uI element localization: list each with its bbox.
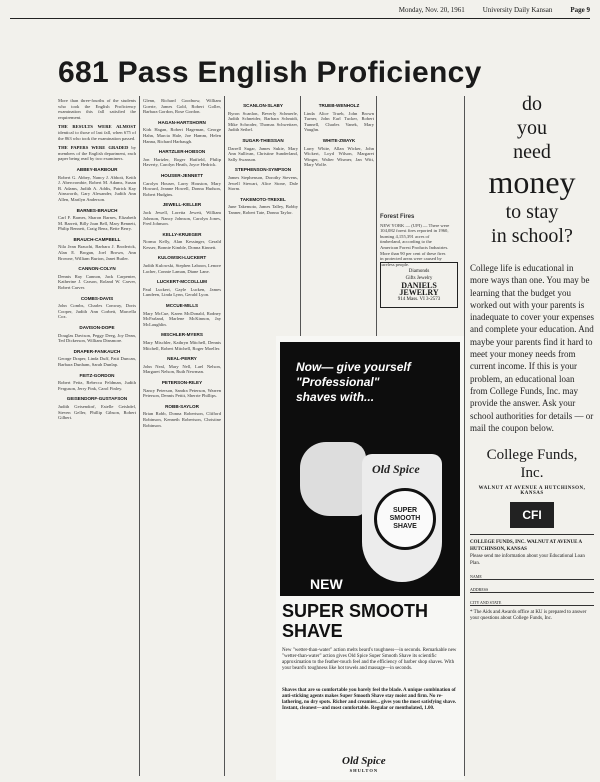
coupon [470, 534, 594, 606]
name-list: Douglas Davison, Peggy Deeg, Joy Dean, Ted Dickerson, William Dinsmore. [58, 332, 136, 344]
name-list: Carolyn Houser, Larry Houston, Mary Howard, Jeanne Howell, Donna Hudson, Robert Hudgins. [143, 180, 221, 197]
ad-photo [280, 342, 460, 596]
ad-body: College life is educational in more ways than one. You may be learning that the budget you worked out with your parents is inadequate to cover your expenses and complete your education. And maybe your parents find it hard to meet your money needs from current income. If this is your problem, an educational loan from College Funds, Inc. may provide the answer. Ask your school authorities for details — or mail the coupon below. [470, 263, 594, 433]
company-address: WALNUT AT AVENUE A HUTCHINSON, KANSAS [478, 486, 586, 497]
name-list: Judith Geisendorf, Estelle Geishdel, Steven Geller, Phillip Gibson, Robert Gilbert. [58, 403, 136, 421]
name-list: John Combs, Charles Conway, Doris Cooper, Judith Ann Corbett, Marcella Cox. [58, 303, 136, 320]
coupon-city-field[interactable]: CITY AND STATE [470, 593, 594, 606]
jewelry-ad [380, 262, 458, 308]
name-list: Carl F. Barnes, Sharon Barnes, Elizabeth M. Barrett, Billy Joan Bell, Mary Bennett, Philip Bennett, Craig Benz, Bette Berry. [58, 215, 136, 232]
section-heading: CANNON-COLYN [78, 266, 116, 272]
name-list: John Neal, Mary Nell, Lael Nelson, Margaret Nelson, Ruth Newman. [143, 363, 221, 375]
section-heading: GEISENDORF-GUSTAFSON [66, 396, 128, 402]
company-name: Inc. [520, 465, 544, 482]
jewelry-address: 914 Mass. VI 3-2573 [397, 296, 441, 302]
brief-text: NEW YORK — (UPI) — There were 104,082 forest fires reported in 1960, burning 4,155,391 acres of timberland, according to the American Forest Products Industries. More than 90 per cent of these fires in protected areas were caused by careless people. [380, 222, 450, 267]
column-rule [139, 96, 140, 776]
section-heading: SCANLON-SLABY [243, 103, 283, 108]
name-list: Judith Kulowski, Stephen Laboon, Lenore Lacher, Connie Laman, Diane Lane. [143, 263, 221, 274]
column-rule [464, 96, 465, 776]
name-list: Robert Feitz, Rebecca Feldman, Judith Ferguson, Jerry Fink, Carol Finley. [58, 380, 136, 391]
lead-in: THE PAPERS WERE GRADED [58, 145, 129, 151]
ad-body: New "wetter-than-water" action melts beard's toughness—in seconds. Remarkable new "wetter-than-water" action gives Old Spice Super Smooth Shave its scientific approximation to the feather-touch feel and the efficiency of barber shop shaves. With your beard's toughness like hot towels and massage—in seconds. [282, 648, 457, 671]
forest-fires-brief [380, 215, 450, 267]
ad-word-money: money [488, 164, 576, 200]
article-column-1 [58, 98, 136, 773]
name-list: Darrell Sugar, James Sukie, Mary Ann Sullivan, Christine Sunderland, Sally Swanson. [228, 145, 298, 162]
section-heading: HAGAN-HARTSHORN [158, 119, 206, 125]
jewelry-name: DANIELS JEWELRY [399, 280, 439, 297]
ad-title: SUPER SMOOTH SHAVE [282, 601, 429, 641]
section-heading: BRAUCH-CAMPBELL [73, 236, 121, 242]
name-list: Brian Robb, Donna Robertson, Clifford Robinson, Kenneth Robertson, Christine Robinson. [143, 411, 221, 428]
section-heading: JEWELL-KELLER [162, 202, 202, 208]
coupon-address-field[interactable]: ADDRESS [470, 580, 594, 593]
section-heading: BARNES-BRAUCH [76, 207, 118, 213]
article-column-3 [228, 98, 298, 348]
ad-tagline: Now— give yourself "Professional" shaves with... [296, 360, 411, 404]
page-headline: 681 Pass English Proficiency [58, 56, 482, 89]
masthead-date: Monday, Nov. 20, 1961 [398, 6, 465, 14]
section-heading: TRUEB-WENHOLZ [318, 103, 360, 108]
section-heading: HARTZLER-HOBSON [158, 149, 206, 155]
coupon-header: COLLEGE FUNDS, INC. WALNUT AT AVENUE A HUTCHINSON, KANSAS [470, 540, 582, 553]
article-paragraph: More than three-fourths of the students who took the English Proficiency examination this fall satisfied the requirement. [58, 98, 136, 120]
brief-title: Forest Fires [380, 214, 415, 220]
section-heading: DAVISON-DOPE [79, 325, 115, 330]
section-heading: HOUSER-JENNETT [160, 172, 204, 178]
article-paragraph [58, 124, 136, 141]
paragraph-text: identical to those of last fall, when 675 of the 863 who took the examination passed. [58, 129, 136, 141]
name-list: Mary Mischler, Kathryn Mitchell, Dennis Mitchell, Robert Mitchell, Roger Moeller. [143, 340, 221, 351]
ad-signature [342, 756, 386, 776]
name-list: James Stephenson, Dorothy Stevens, Jewell Stewart, Alice Stone, Dale Storm. [228, 174, 298, 192]
ad-word: do [522, 93, 542, 115]
company-name: College Funds, [486, 447, 578, 464]
section-heading: NEAL-PERRY [167, 356, 197, 362]
name-list: Linda Alice Trueb, John Brown Turner, John Earl Tucker, Robert Tunnell, Charles Vanek, Mary Vaughn. [304, 110, 374, 133]
name-list: Jack Jewell, Loretta Jewett, William Johnson, Nancy Johnson, Carolyn Jones, Fred Johnson. [143, 209, 221, 227]
name-list: Dennis Ray Cannon, Jack Carpenter, Katherine J. Carson, Roland W. Carver, Robert Carver. [58, 273, 136, 291]
column-rule [224, 96, 225, 776]
ad-word: to stay [505, 201, 559, 223]
jewelry-line2: Gifts Jewelry [405, 275, 433, 281]
section-heading: MCCUE-MILLS [165, 303, 199, 309]
ad-maker: SHULTON [349, 768, 379, 773]
section-heading: COMBS-DAVIS [80, 295, 114, 301]
name-list: Glenn, Richard Goodnow, William Goerie, James Gold, Robert Goller, Barbara Gordon, Rose Gordon. [143, 98, 221, 115]
name-list: Byron Scanlon, Beverly Schmerle, Judith Schneider, Barbara Schmidt, Mike Schroder, Thomas Schweitzer, Judith Seibel. [228, 110, 298, 133]
ad-word: need [513, 141, 551, 163]
ship-badge-icon [374, 488, 436, 550]
article-column-4 [304, 98, 374, 348]
section-heading: STEPHENSON-SYMPSON [234, 167, 292, 173]
section-heading: ROBB-SAYLOR [165, 403, 199, 409]
coupon-name-field[interactable]: NAME [470, 567, 594, 580]
column-rule [300, 96, 301, 336]
ad-brand-logo: Old Spice [342, 755, 386, 767]
name-list: Paul Luckert, Gayle Lucken, James Lundeen, Linda Lynn, Gerald Lyon. [143, 286, 221, 298]
section-heading: FEITZ-GORDON [79, 372, 115, 378]
article-paragraph [58, 145, 136, 162]
name-list: Mary McCue, Karen McDonald, Rodney McFarland, Marlene McKinnon, Jay McLaughlin. [143, 310, 221, 327]
section-heading: LUCKERT-MCCOLLUM [156, 279, 207, 285]
section-heading: KELLY-KRUEGER [162, 231, 202, 237]
masthead-page: Page 9 [570, 6, 590, 14]
ad-word: you [517, 117, 547, 139]
company-seal-icon: CFI [510, 502, 554, 528]
ad-footnote: * The Aids and Awards office at KU is prepared to answer your questions about College Funds, Inc. [470, 610, 587, 622]
paragraph-text: by members of the English department, each paper being read by two examiners. [58, 145, 136, 162]
ad-new-label: NEW [310, 576, 343, 592]
ad-body: Shaves that are so comfortable you barely feel the blade. A unique combination of anti-sticking agents makes Super Smooth Shave stay moist and firm. No re-lathering, no dry spots. Richer and creamier... gives you the most satisfying shave. Instant, cleanest—and most comfortable. Regular or mentholated, 1.00. [282, 688, 457, 711]
name-list: Nila Jean Brauchi, Barbara J. Broderick, Alan E. Brogan, Joel Brown, Ann Browne, William Burton, Janet Butler. [58, 244, 136, 261]
coupon-text: Please send me information about your Educational Loan Plan. [470, 554, 585, 567]
jewelry-line1: Diamonds [408, 268, 430, 274]
name-list: Norma Kelly, Alan Kessinger, Gerald Kesser, Bonnie Kimble, Donna Kinnett. [143, 239, 221, 250]
masthead-paper: University Daily Kansan [482, 6, 553, 14]
section-heading: DRAPER-FANKAUCH [73, 348, 121, 354]
section-heading: TAKEMOTO-TREXEL [240, 196, 286, 202]
section-heading: MISCHLER-MYERS [161, 332, 203, 338]
college-funds-ad [470, 92, 594, 622]
lead-in: THE RESULTS WERE ALMOST [58, 124, 136, 130]
name-list: Jon Hartzler, Roger Hatfield, Philip Haverty, Carolyn Heath, Joyce Hedrick. [143, 156, 221, 168]
name-list: Robert G. Abbey, Nancy J. Abbott, Keith J. Abercrombie, Robert M. Adams, Susan B. Adams, Judith A. Addis, Patrick Kay Ainsworth, Gary Alexander, Judith Ann Allen, Marilyn Anderson. [58, 174, 136, 202]
badge-line: SHAVE [393, 523, 417, 530]
name-list: June Takemoto, James Talley, Bobby Tanner, Robert Tate, Donna Taylor. [228, 204, 298, 215]
can-brand: Old Spice [372, 462, 420, 476]
section-heading: WHITE-ZWAYK [322, 137, 356, 143]
section-heading: KULOWSKI-LUCKERT [157, 255, 207, 261]
masthead [10, 6, 590, 19]
name-list: Kirk Hagan, Robert Hageman, George Hahn, Marcia Hale, Joe Hamm, Helen Hanna, Richard Harbaugh. [143, 127, 221, 144]
name-list: George Draper, Linda Duff, Patti Duncan, Barbara Dunham, Sarah Dunlap. [58, 356, 136, 367]
name-list: Larry White, Allan Wicker, John Wickert, Loyd Wilson, Margaret Winger, Walter Wismer, Jan Witt, Mary Wolfe. [304, 145, 374, 168]
article-column-2 [143, 98, 221, 773]
name-list: Nancy Peterson, Sandra Peterson, Warren Peterson, Dennis Pettit, Sherrie Phillips. [143, 387, 221, 399]
section-heading: ABBEY-BARBOUR [76, 166, 118, 172]
ad-word: in school? [491, 225, 573, 247]
badge-line: SUPER [392, 507, 418, 514]
column-rule [376, 96, 377, 336]
hand-illustration [300, 442, 366, 516]
section-heading: SUGAR-THIESSAN [242, 137, 284, 143]
section-heading: PETERSON-RILEY [161, 379, 203, 385]
old-spice-ad [276, 336, 464, 780]
badge-line: SMOOTH [389, 515, 421, 522]
